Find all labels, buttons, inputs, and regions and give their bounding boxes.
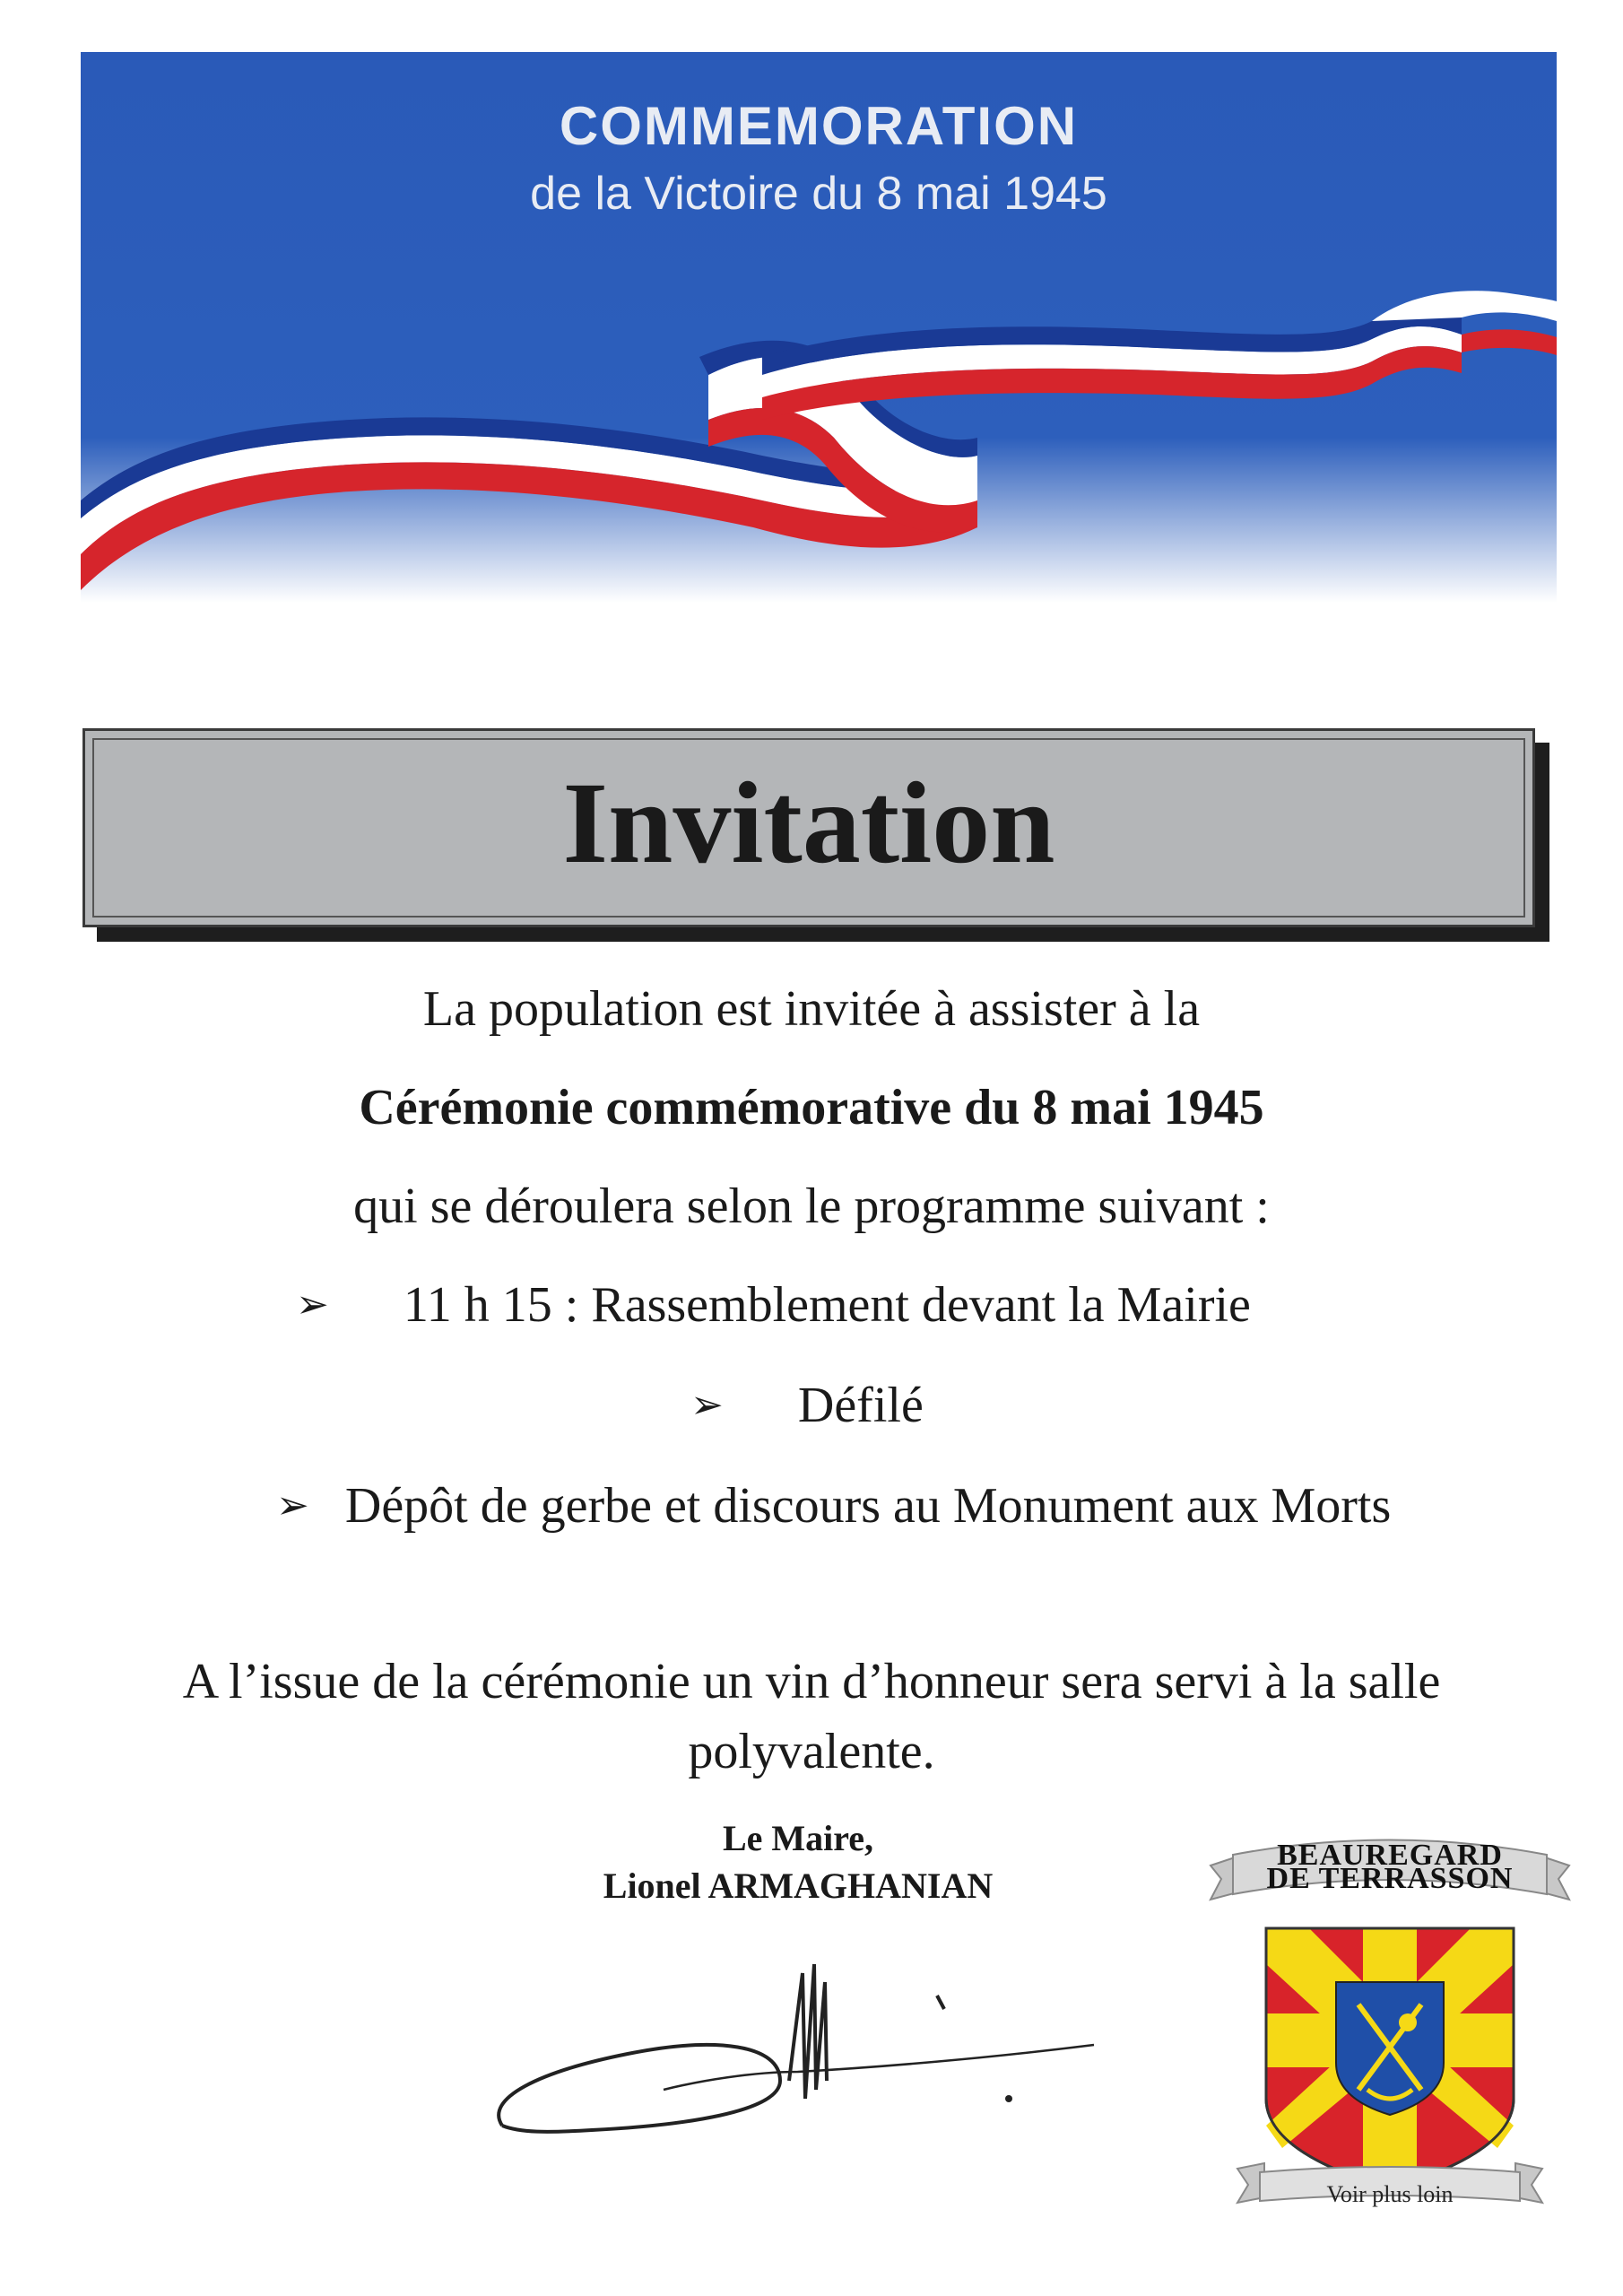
program-intro-line: qui se déroulera selon le programme suivant : bbox=[353, 1178, 1270, 1234]
handwritten-signature bbox=[484, 1946, 1112, 2152]
header-banner bbox=[81, 52, 1557, 603]
signature-name: Lionel ARMAGHANIAN bbox=[603, 1866, 994, 1906]
intro-line: La population est invitée à assister à la bbox=[422, 981, 1201, 1037]
banner-title: COMMEMORATION bbox=[559, 96, 1079, 156]
ceremony-title: Cérémonie commémorative du 8 mai 1945 bbox=[359, 1080, 1264, 1135]
closing-line: A l’issue de la cérémonie un vin d’honneur sera servi à la salle bbox=[182, 1654, 1441, 1709]
banner-subtitle: de la Victoire du 8 mai 1945 bbox=[530, 168, 1107, 220]
program-item-text: 11 h 15 : Rassemblement devant la Mairie bbox=[403, 1277, 1251, 1333]
program-item bbox=[296, 1274, 1251, 1336]
closing-line-continued: polyvalente. bbox=[688, 1724, 935, 1779]
program-item bbox=[276, 1474, 1391, 1537]
arrowhead-bullet-icon: ➢ bbox=[690, 1383, 724, 1427]
crest-town-name-line2: DE TERRASSON bbox=[1266, 1862, 1514, 1895]
program-item-text: Dépôt de gerbe et discours au Monument aux Morts bbox=[344, 1478, 1392, 1534]
town-crest bbox=[1202, 1830, 1578, 2215]
crest-town-name-line1: BEAUREGARD bbox=[1277, 1839, 1503, 1872]
signature-role: Le Maire, bbox=[722, 1818, 874, 1858]
crest-motto: Voir plus loin bbox=[1326, 2181, 1454, 2207]
arrowhead-bullet-icon: ➢ bbox=[296, 1283, 329, 1326]
invitation-title: Invitation bbox=[562, 759, 1055, 888]
invitation-title-box bbox=[82, 728, 1535, 927]
program-item bbox=[690, 1374, 924, 1437]
arrowhead-bullet-icon: ➢ bbox=[276, 1483, 309, 1527]
program-item-text: Défilé bbox=[797, 1378, 924, 1433]
